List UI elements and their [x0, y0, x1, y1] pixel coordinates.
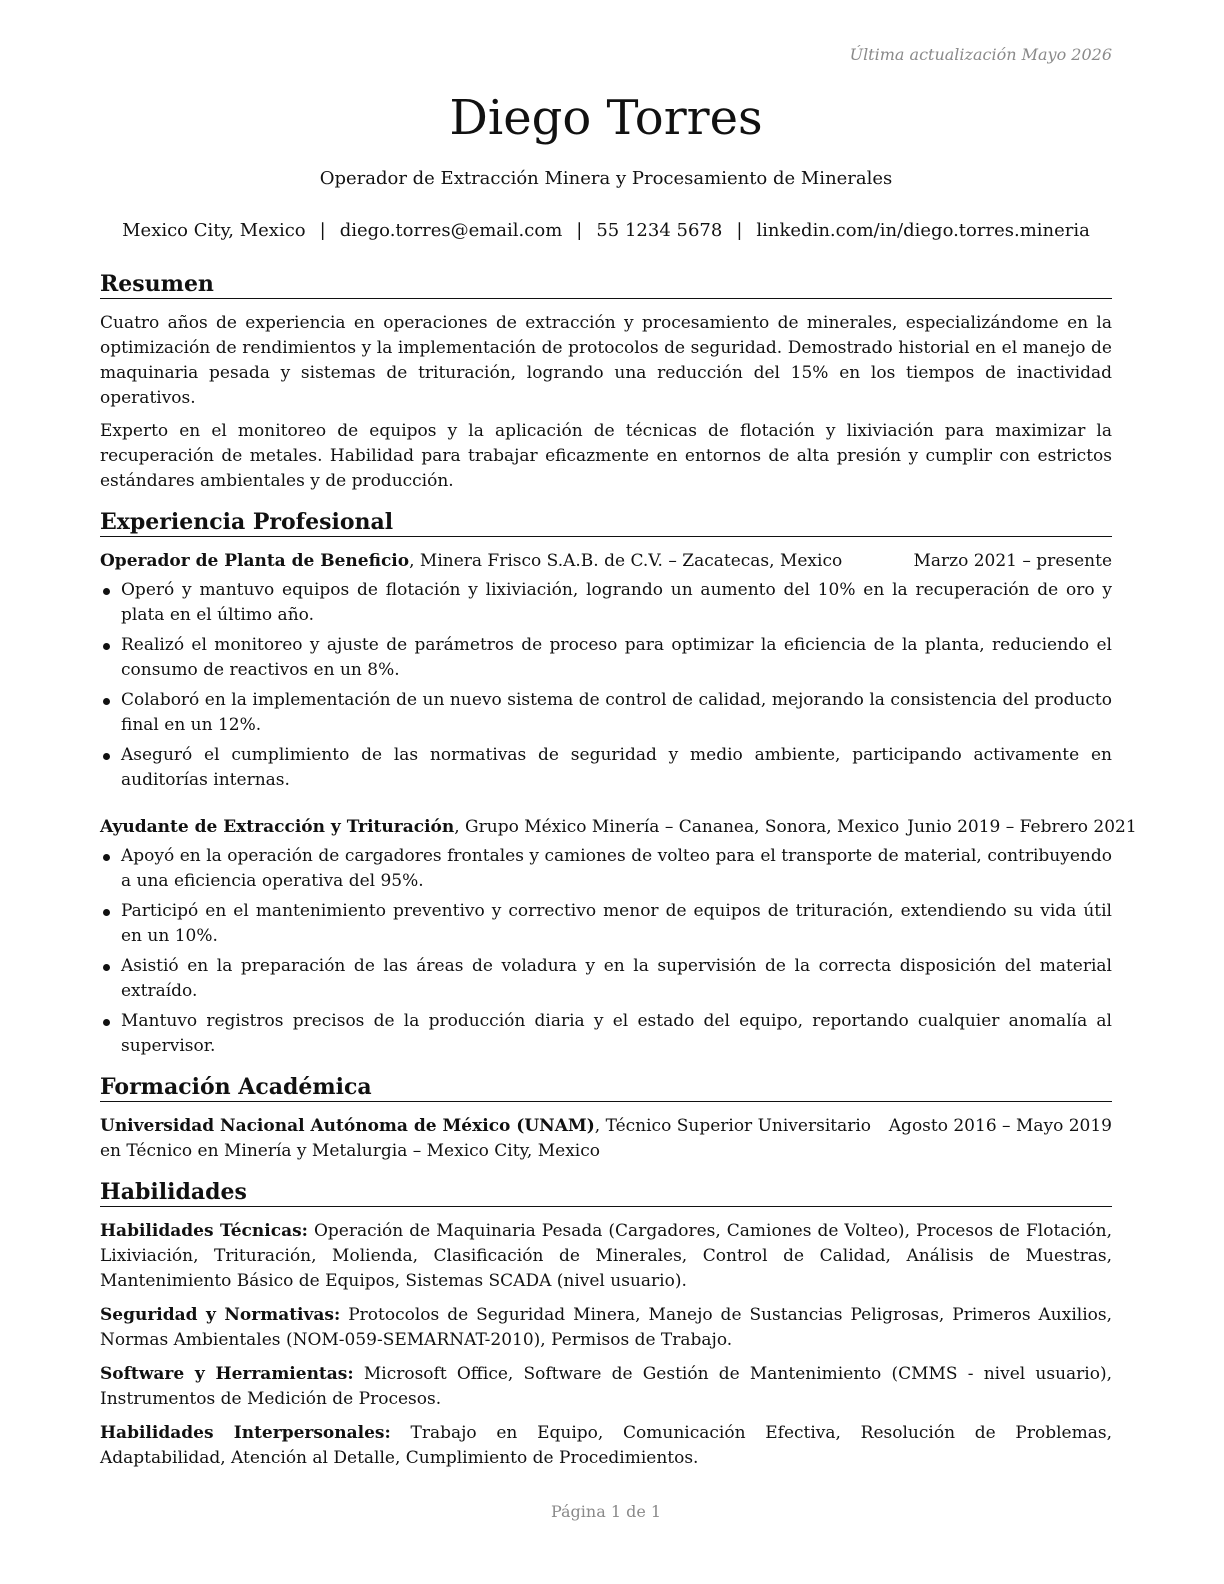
- education-institution: Universidad Nacional Autónoma de México (UNAM): [100, 1116, 595, 1136]
- job-role: Ayudante de Extracción y Trituración: [100, 817, 455, 837]
- contact-line: [90, 219, 1122, 243]
- summary-section: [100, 270, 1112, 494]
- skill-group-text: Microsoft Office, Software de Gestión de Mantenimiento (CMMS - nivel usuario), Instrumentos de Medición de Procesos.: [100, 1364, 1112, 1409]
- job-dates: Junio 2019 – Febrero 2021: [907, 817, 1137, 837]
- education-entry: [100, 1114, 1112, 1164]
- skill-group-text: Protocolos de Seguridad Minera, Manejo de Sustancias Peligrosas, Primeros Auxilios, Normas Ambientales (NOM-059-SEMARNAT-2010), Permisos de Trabajo.: [100, 1305, 1112, 1350]
- skill-group: [100, 1421, 1112, 1471]
- resume-body: [100, 270, 1137, 1485]
- contact-linkedin[interactable]: linkedin.com/in/diego.torres.mineria: [756, 220, 1090, 241]
- job-bullet: Participó en el mantenimiento preventivo y correctivo menor de equipos de trituración, extendiendo su vida útil en un 10%.: [100, 899, 1112, 949]
- job-company: , Grupo México Minería – Cananea, Sonora, Mexico: [454, 817, 900, 837]
- job-bullet: Apoyó en la operación de cargadores frontales y camiones de volteo para el transporte de material, contribuyendo a una eficiencia operativa del 95%.: [100, 844, 1112, 894]
- education-section: [100, 1073, 1112, 1164]
- education-details: , Técnico Superior Universitario en Técnico en Minería y Metalurgia – Mexico City, Mexico: [100, 1116, 872, 1161]
- skill-group-text: Trabajo en Equipo, Comunicación Efectiva, Resolución de Problemas, Adaptabilidad, Atención al Detalle, Cumplimiento de Procedimientos.: [100, 1423, 1112, 1468]
- section-title-education: Formación Académica: [100, 1073, 1112, 1102]
- page-number: Página 1 de 1: [550, 1502, 662, 1521]
- contact-separator: |: [319, 220, 326, 241]
- job-bullet: Colaboró en la implementación de un nuevo sistema de control de calidad, mejorando la consistencia del producto final en un 12%.: [100, 688, 1112, 738]
- skill-group-label: Habilidades Técnicas:: [100, 1221, 308, 1241]
- candidate-headline: Operador de Extracción Minera y Procesamiento de Minerales: [319, 168, 893, 189]
- job-company: , Minera Frisco S.A.B. de C.V. – Zacatecas, Mexico: [409, 551, 843, 571]
- contact-location: Mexico City, Mexico: [122, 220, 306, 241]
- section-title-summary: Resumen: [100, 270, 1112, 299]
- job-bullet-list: [100, 844, 1112, 1059]
- skill-group: [100, 1219, 1112, 1294]
- section-title-experience: Experiencia Profesional: [100, 508, 1112, 537]
- contact-email[interactable]: diego.torres@email.com: [339, 220, 563, 241]
- summary-paragraph: Experto en el monitoreo de equipos y la aplicación de técnicas de flotación y lixiviación para maximizar la recuperación de metales. Habilidad para trabajar eficazmente en entornos de alta presión y cumplir con estrictos estándares ambientales y de producción.: [100, 421, 1112, 491]
- experience-section: [100, 508, 1137, 1059]
- contact-separator: |: [576, 220, 583, 241]
- job-title-company: [100, 549, 842, 574]
- summary-paragraph: Cuatro años de experiencia en operaciones de extracción y procesamiento de minerales, especializándome en la optimización de rendimientos y la implementación de protocolos de seguridad. Demostrado historial en el manejo de maquinaria pesada y sistemas de trituración, logrando una reducción del 15% en los tiempos de inactividad operativos.: [100, 313, 1112, 408]
- last-updated: Última actualización Mayo 2026: [849, 45, 1112, 64]
- skill-group-label: Habilidades Interpersonales:: [100, 1423, 391, 1443]
- job-bullet: Realizó el monitoreo y ajuste de parámetros de proceso para optimizar la eficiencia de la planta, reduciendo el consumo de reactivos en un 8%.: [100, 633, 1112, 683]
- job-bullet: Operó y mantuvo equipos de flotación y lixiviación, logrando un aumento del 10% en la recuperación de oro y plata en el último año.: [100, 578, 1112, 628]
- skill-group-label: Seguridad y Normativas:: [100, 1305, 341, 1325]
- job-bullet-list: [100, 578, 1112, 793]
- job-header: [100, 549, 1112, 574]
- skills-section: [100, 1178, 1112, 1471]
- education-dates: Agosto 2016 – Mayo 2019: [888, 1116, 1112, 1136]
- job-bullet: Mantuvo registros precisos de la producción diaria y el estado del equipo, reportando cualquier anomalía al supervisor.: [100, 1009, 1112, 1059]
- section-title-skills: Habilidades: [100, 1178, 1112, 1207]
- skill-group: [100, 1303, 1112, 1353]
- job-role: Operador de Planta de Beneficio: [100, 551, 410, 571]
- job-dates: Marzo 2021 – presente: [913, 551, 1112, 571]
- job-bullet: Aseguró el cumplimiento de las normativas de seguridad y medio ambiente, participando activamente en auditorías internas.: [100, 743, 1112, 793]
- contact-separator: |: [736, 220, 743, 241]
- resume-page: [100, 0, 1137, 1584]
- skill-group-text: Operación de Maquinaria Pesada (Cargadores, Camiones de Volteo), Procesos de Flotación, Lixiviación, Trituración, Molienda, Clasificación de Minerales, Control de Calidad, Análisis de Muestras, Mantenimiento Básico de Equipos, Sistemas SCADA (nivel usuario).: [100, 1221, 1112, 1291]
- contact-phone: 55 1234 5678: [596, 220, 723, 241]
- job-header: [100, 815, 1137, 840]
- education-description: [100, 1114, 875, 1164]
- candidate-name: Diego Torres: [449, 90, 763, 146]
- skill-group: [100, 1362, 1112, 1412]
- skill-group-label: Software y Herramientas:: [100, 1364, 354, 1384]
- job-bullet: Asistió en la preparación de las áreas de voladura y en la supervisión de la correcta disposición del material extraído.: [100, 954, 1112, 1004]
- job-title-company: [100, 815, 899, 840]
